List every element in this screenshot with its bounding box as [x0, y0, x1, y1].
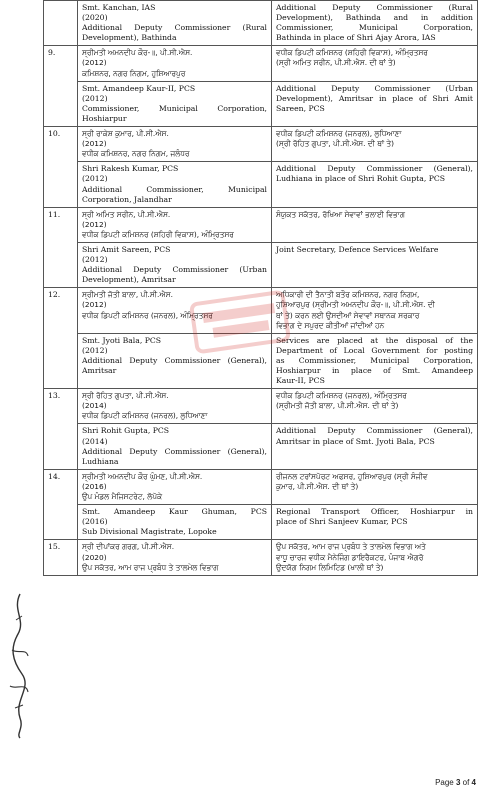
officer-new-posting-pa-line: (ਸ੍ਰੀ ਰੋਹਿਤ ਗੁਪਤਾ, ਪੀ.ਸੀ.ਐਸ. ਦੀ ਥਾਂ ਤੇ) — [276, 139, 394, 149]
officer-current-posting-en-line: Additional Deputy Commissioner (Urban — [82, 265, 267, 275]
officer-current-posting-pa-line: ਵਧੀਕ ਡਿਪਟੀ ਕਮਿਸ਼ਨਰ (ਸ਼ਹਿਰੀ ਵਿਕਾਸ), ਅੰਮ੍ਰਿਤਸਰ — [82, 229, 234, 239]
officer-current-posting-pa-line: ਸ੍ਰੀ ਰਾਕੇਸ਼ ਕੁਮਾਰ, ਪੀ.ਸੀ.ਐਸ. — [82, 129, 169, 139]
officer-current-posting-en-line: Development), Bathinda — [82, 33, 177, 43]
officer-current-posting-en-line: Smt. Jyoti Bala, PCS — [82, 335, 162, 345]
officer-current-posting-en-line: Commissioner, Municipal Corporation, — [82, 103, 267, 113]
officer-current-posting-en-line: Development), Amritsar — [82, 275, 176, 285]
officer-current-posting-pa-line: (2016) — [82, 481, 107, 491]
officer-current-posting-en-line: Shri Rakesh Kumar, PCS — [82, 164, 179, 174]
officer-current-posting-pa — [78, 389, 272, 424]
serial-number: 12. — [44, 288, 78, 389]
officer-new-posting-en-line: Development), Amritsar in place of Shri Amit — [276, 93, 473, 103]
officer-current-posting-en-line: Shri Amit Sareen, PCS — [82, 244, 171, 254]
officer-current-posting-en-line: (2012) — [82, 174, 108, 184]
officer-new-posting-en — [272, 333, 478, 388]
officer-current-posting-en-line: Additional Deputy Commissioner (Rural — [82, 23, 267, 33]
officer-current-posting-pa-line: ਵਧੀਕ ਡਿਪਟੀ ਕਮਿਸ਼ਨਰ (ਜਨਰਲ), ਅੰਮ੍ਰਿਤਸਰ — [82, 310, 213, 320]
serial-number: 11. — [44, 207, 78, 288]
serial-number: 15. — [44, 540, 78, 575]
serial-number: 9. — [44, 46, 78, 127]
officer-new-posting-pa — [272, 389, 478, 424]
officer-new-posting-pa-line: ਕੁਮਾਰ, ਪੀ.ਸੀ.ਐਸ. ਦੀ ਥਾਂ ਤੇ) — [276, 481, 359, 491]
officer-new-posting-en-line: Additional Deputy Commissioner (General), — [276, 164, 473, 174]
officer-new-posting-pa — [272, 127, 478, 162]
officer-new-posting-pa — [272, 540, 478, 575]
officer-current-posting-en — [78, 81, 272, 126]
officer-current-posting-pa-line: ਸ੍ਰੀਮਤੀ ਅਮਨਦੀਪ ਕੌਰ-॥, ਪੀ.ਸੀ.ਐਸ. — [82, 48, 193, 58]
officer-new-posting-en-line: Additional Deputy Commissioner (General), — [276, 426, 473, 436]
table-row — [44, 505, 478, 540]
officer-current-posting-en-line: (2020) — [82, 13, 108, 23]
officer-current-posting-pa-line: (2012) — [82, 58, 107, 68]
officer-new-posting-pa-line: ਉਪ ਸਕੱਤਰ, ਆਮ ਰਾਜ ਪ੍ਰਬੰਧ ਤੇ ਤਾਲਮੇਲ ਵਿਭਾਗ ਅਤੇ — [276, 542, 426, 552]
officer-new-posting-en — [272, 505, 478, 540]
table-row — [44, 207, 478, 242]
officer-current-posting-pa — [78, 46, 272, 81]
officer-new-posting-en-line: Kaur-II, PCS — [276, 376, 325, 386]
table-row — [44, 389, 478, 424]
officer-new-posting-pa-line: ਰੀਜਨਲ ਟਰਾਂਸਪੋਰਟ ਅਫਸਰ, ਹੁਸ਼ਿਆਰਪੁਰ (ਸ੍ਰੀ ਸੰਜੀਵ — [276, 471, 428, 481]
officer-new-posting-pa-line: ਵਾਧੂ ਚਾਰਜ ਵਧੀਕ ਮੈਨੇਜਿੰਗ ਡਾਇਰੈਕਟਰ, ਪੰਜਾਬ ਐਗਰੋ — [276, 552, 424, 562]
officer-current-posting-pa-line: (2014) — [82, 401, 107, 411]
officer-new-posting-en-line: Amritsar in place of Smt. Jyoti Bala, PCS — [276, 436, 435, 446]
officer-current-posting-en-line: Corporation, Jalandhar — [82, 194, 172, 204]
table-row — [44, 162, 478, 207]
table-row — [44, 1, 478, 46]
officer-new-posting-pa — [272, 207, 478, 242]
officer-new-posting-pa-line: ਵਿਭਾਗ ਦੇ ਸਪੁਰਦ ਕੀਤੀਆਂ ਜਾਂਦੀਆਂ ਹਨ — [276, 320, 385, 330]
officer-new-posting-en — [272, 162, 478, 207]
officer-current-posting-pa-line: ਉਪ ਸਕੱਤਰ, ਆਮ ਰਾਜ ਪ੍ਰਬੰਧ ਤੇ ਤਾਲਮੇਲ ਵਿਭਾਗ — [82, 562, 219, 572]
officer-current-posting-pa-line: ਸ੍ਰੀ ਰੋਹਿਤ ਗੁਪਤਾ, ਪੀ.ਸੀ.ਐਸ. — [82, 391, 169, 401]
officer-new-posting-en-line: Ludhiana in place of Shri Rohit Gupta, PCS — [276, 174, 446, 184]
page-number: Page 3 of 4 — [435, 778, 476, 787]
serial-number: 14. — [44, 469, 78, 540]
officer-current-posting-pa-line: (2012) — [82, 300, 107, 310]
table-row — [44, 127, 478, 162]
officer-new-posting-pa-line: ਵਧੀਕ ਡਿਪਟੀ ਕਮਿਸ਼ਨਰ (ਜਨਰਲ), ਅੰਮ੍ਰਿਤਸਰ — [276, 391, 407, 401]
officer-new-posting-pa — [272, 288, 478, 333]
officer-new-posting-en-line: Department of Local Government for posting — [276, 345, 473, 355]
officer-new-posting-pa — [272, 469, 478, 504]
table-row — [44, 242, 478, 287]
serial-number: 13. — [44, 389, 78, 470]
officer-new-posting-en — [272, 424, 478, 469]
officer-current-posting-pa-line: (2020) — [82, 552, 107, 562]
officer-current-posting-en-line: (2016) — [82, 517, 108, 527]
officer-current-posting-pa-line: ਸ੍ਰੀ ਅਮਿਤ ਸਰੀਨ, ਪੀ.ਸੀ.ਐਸ. — [82, 209, 171, 219]
officer-current-posting-pa — [78, 540, 272, 575]
officer-new-posting-en — [272, 1, 478, 46]
officer-current-posting-en-line: (2012) — [82, 93, 108, 103]
officer-current-posting-pa-line: (2012) — [82, 139, 107, 149]
officer-current-posting-en — [78, 1, 272, 46]
officer-current-posting-en-line: Amritsar — [82, 366, 117, 375]
officer-new-posting-pa-line: (ਸ੍ਰੀਮਤੀ ਜੋਤੀ ਬਾਲਾ, ਪੀ.ਸੀ.ਐਸ. ਦੀ ਥਾਂ ਤੇ) — [276, 401, 399, 411]
officer-new-posting-en-line: Services are placed at the disposal of the — [276, 335, 473, 345]
table-row — [44, 469, 478, 504]
officer-current-posting-en — [78, 162, 272, 207]
officer-current-posting-pa-line: ਸ੍ਰੀ ਦੀਪਾਂਕਰ ਗਰਗ, ਪੀ.ਸੀ.ਐਸ. — [82, 542, 175, 552]
officer-current-posting-pa — [78, 127, 272, 162]
officer-current-posting-en-line: Smt. Amandeep Kaur Ghuman, PCS — [82, 507, 267, 517]
officer-new-posting-pa-line: (ਸ੍ਰੀ ਅਮਿਤ ਸਰੀਨ, ਪੀ.ਸੀ.ਐਸ. ਦੀ ਥਾਂ ਤੇ) — [276, 58, 396, 68]
table-row — [44, 424, 478, 469]
officer-new-posting-pa — [272, 46, 478, 81]
serial-number — [44, 1, 78, 46]
officer-new-posting-en-line: Development), Bathinda and in addition — [276, 13, 473, 23]
officer-current-posting-pa-line: ਵਧੀਕ ਕਮਿਸ਼ਨਰ, ਨਗਰ ਨਿਗਮ, ਜਲੰਧਰ — [82, 149, 190, 159]
handwritten-signature — [6, 590, 32, 740]
officer-current-posting-pa-line: (2012) — [82, 219, 107, 229]
officer-current-posting-en — [78, 505, 272, 540]
officer-new-posting-pa-line: ਅਧਿਕਾਰੀ ਦੀ ਤੈਨਾਤੀ ਬਤੌਰ ਕਮਿਸ਼ਨਰ, ਨਗਰ ਨਿਗਮ, — [276, 290, 420, 300]
officer-current-posting-en-line: Additional Deputy Commissioner (General), — [82, 446, 267, 456]
officer-current-posting-en-line: (2014) — [82, 436, 108, 446]
officer-current-posting-en-line: Sub Divisional Magistrate, Lopoke — [82, 527, 217, 537]
officer-current-posting-pa-line: ਉਪ ਮੰਡਲ ਮੈਜਿਸਟਰੇਟ, ਲੋਪੋਕੇ — [82, 492, 163, 502]
serial-number: 10. — [44, 127, 78, 208]
officer-new-posting-en-line: Additional Deputy Commissioner (Rural — [276, 3, 473, 12]
officer-current-posting-pa-line: ਸ੍ਰੀਮਤੀ ਜੋਤੀ ਬਾਲਾ, ਪੀ.ਸੀ.ਐਸ. — [82, 290, 174, 300]
officer-current-posting-en-line: Hoshiarpur — [82, 113, 127, 123]
officer-new-posting-pa-line: ਥਾਂ ਤੇ) ਕਰਨ ਲਈ ਉਸਦੀਆਂ ਸੇਵਾਵਾਂ ਸਥਾਨਕ ਸਰਕਾਰ — [276, 310, 420, 320]
officer-new-posting-en-line: Joint Secretary, Defence Services Welfare — [276, 244, 439, 254]
table-row — [44, 81, 478, 126]
officer-new-posting-pa-line: ਸੰਯੁਕਤ ਸਕੱਤਰ, ਰੱਖਿਆ ਸੇਵਾਵਾਂ ਭਲਾਈ ਵਿਭਾਗ — [276, 209, 405, 219]
officer-current-posting-en-line: Smt. Amandeep Kaur-II, PCS — [82, 83, 196, 93]
officer-current-posting-en-line: Additional Deputy Commissioner (General), — [82, 355, 267, 365]
officer-new-posting-en-line: Hoshiarpur in place of Smt. Amandeep — [276, 366, 473, 375]
officer-new-posting-en-line: as Commissioner, Municipal Corporation, — [276, 355, 473, 365]
officer-new-posting-en-line: Additional Deputy Commissioner (Urban — [276, 83, 473, 93]
officer-new-posting-en — [272, 242, 478, 287]
officer-current-posting-pa — [78, 207, 272, 242]
officer-current-posting-pa-line: ਸ੍ਰੀਮਤੀ ਅਮਨਦੀਪ ਕੌਰ ਘੁੰਮਣ, ਪੀ.ਸੀ.ਐਸ. — [82, 471, 203, 481]
table-row — [44, 540, 478, 575]
officer-new-posting-en — [272, 81, 478, 126]
officer-current-posting-en-line: (2012) — [82, 255, 108, 265]
officer-new-posting-en-line: Regional Transport Officer, Hoshiarpur in — [276, 507, 473, 517]
officer-current-posting-en — [78, 424, 272, 469]
officer-current-posting-pa-line: ਵਧੀਕ ਡਿਪਟੀ ਕਮਿਸ਼ਨਰ (ਜਨਰਲ), ਲੁਧਿਆਣਾ — [82, 411, 208, 421]
officer-current-posting-en — [78, 242, 272, 287]
table-row — [44, 46, 478, 81]
officer-current-posting-pa-line: ਕਮਿਸ਼ਨਰ, ਨਗਰ ਨਿਗਮ, ਹੁਸ਼ਿਆਰਪੁਰ — [82, 68, 186, 78]
officer-new-posting-pa-line: ਹੁਸ਼ਿਆਰਪੁਰ (ਸ੍ਰੀਮਤੀ ਅਮਨਦੀਪ ਕੌਰ-॥, ਪੀ.ਸੀ.ਐਸ. ਦੀ — [276, 300, 435, 310]
officer-current-posting-en-line: Additional Commissioner, Municipal — [82, 184, 267, 194]
officer-current-posting-en-line: Smt. Kanchan, IAS — [82, 3, 156, 12]
officer-current-posting-en-line: (2012) — [82, 345, 108, 355]
officer-current-posting-pa — [78, 469, 272, 504]
officer-new-posting-en-line: Commissioner, Municipal Corporation, — [276, 23, 473, 33]
officer-new-posting-pa-line: ਵਧੀਕ ਡਿਪਟੀ ਕਮਿਸ਼ਨਰ (ਸ਼ਹਿਰੀ ਵਿਕਾਸ), ਅੰਮ੍ਰਿਤਸਰ — [276, 48, 428, 58]
officer-new-posting-en-line: Bathinda in place of Shri Ajay Arora, IAS — [276, 33, 436, 43]
officer-new-posting-en-line: Sareen, PCS — [276, 103, 325, 113]
officer-new-posting-pa-line: ਉਦਯੋਗ ਨਿਗਮ ਲਿਮਿਟਿਡ (ਖਾਲੀ ਥਾਂ ਤੇ) — [276, 562, 384, 572]
document-page — [43, 0, 474, 576]
officer-new-posting-pa-line: ਵਧੀਕ ਡਿਪਟੀ ਕਮਿਸ਼ਨਰ (ਜਨਰਲ), ਲੁਧਿਆਣਾ — [276, 129, 402, 139]
officer-new-posting-en-line: place of Shri Sanjeev Kumar, PCS — [276, 517, 408, 527]
officer-current-posting-en-line: Ludhiana — [82, 456, 119, 466]
officer-current-posting-en-line: Shri Rohit Gupta, PCS — [82, 426, 170, 436]
